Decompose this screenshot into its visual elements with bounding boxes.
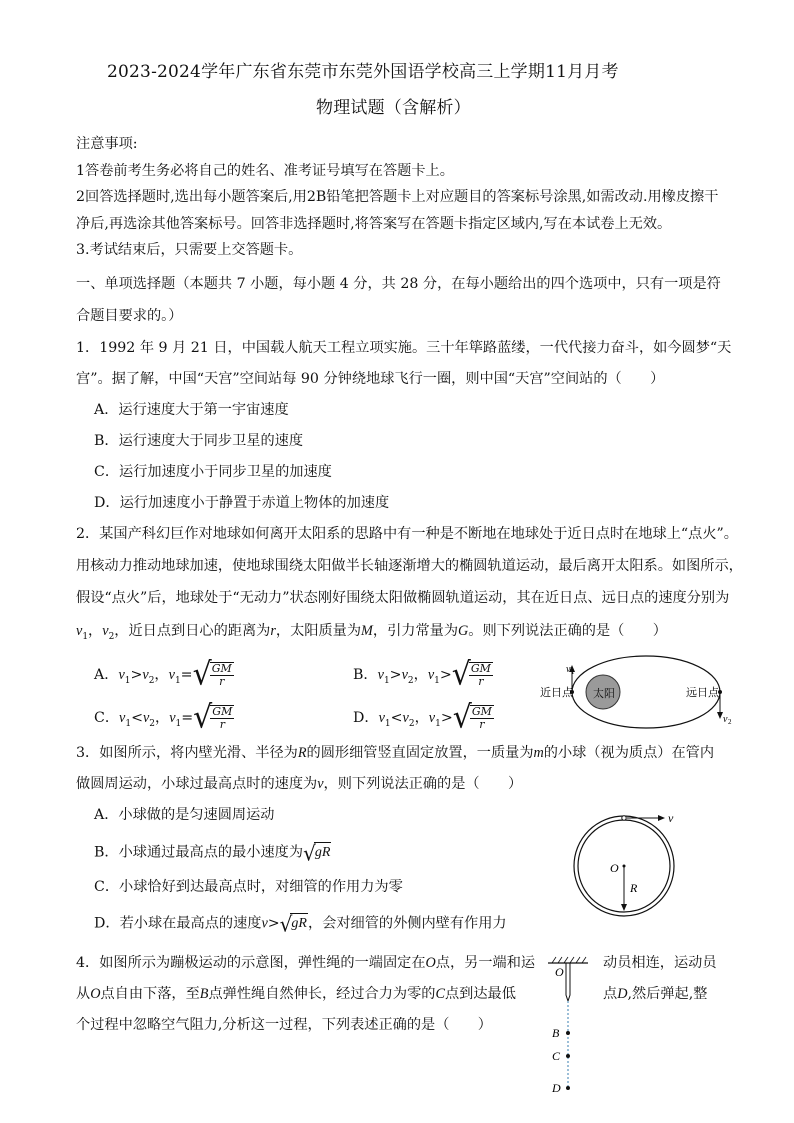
section-1-heading: 一、单项选择题（本题共 7 小题，每小题 4 分，共 28 分，在每小题给出的四个选项中，只有一项是符 <box>76 276 721 292</box>
q1-stem-line-1: 1．1992 年 9 月 21 日，中国载人航天工程立项实施。三十年筚路蓝缕，一代代接力奋斗，如今圆梦“天 <box>76 340 732 356</box>
velocity-arrowhead <box>658 815 665 821</box>
aphelion-label: 远日点 <box>686 687 719 699</box>
q4-stem-line-2-right: 点D,然后弹起,整 <box>603 986 708 1002</box>
v2-label: v <box>723 714 728 725</box>
q3-option-b: B．小球通过最高点的最小速度为√gR <box>94 839 331 866</box>
section-1-heading-cont: 合题目要求的。） <box>76 308 183 324</box>
q3-option-a: A．小球做的是匀速圆周运动 <box>94 807 275 823</box>
q2-option-c: C．$v_1<v_2$，$v_1=√$ $\frac{GM}{r}$ <box>94 699 233 736</box>
point-b <box>566 1031 570 1035</box>
q2-stem-line-1: 2．某国产科幻巨作对地球如何离开太阳系的思路中有一种是不断地在地球处于近日点时在地球上“点火”。 <box>76 526 738 542</box>
notes-item-3: 3.考试结束后，只需要上交答题卡。 <box>76 242 303 258</box>
q2-stem-line-4: $v_1$，$v_2$，近日点到日心的距离为r，太阳质量为M，引力常量为G。则下列说法正确的是（ ） <box>76 623 667 642</box>
velocity-label: v <box>668 811 674 825</box>
q4-stem-line-1-right: 动员相连，运动员 <box>603 955 717 971</box>
perihelion-label: 近日点 <box>540 687 573 699</box>
v1-sub: 1 <box>571 668 575 676</box>
point-b-label: B <box>552 1026 560 1040</box>
q2-option-d: D．$v_1<v_2$，$v_1>√$ $\frac{GM}{r}$ <box>353 699 492 736</box>
notes-item-2a: 2回答选择题时,选出每小题答案后,用2B铅笔把答题卡上对应题目的答案标号涂黑,如需改动.用橡皮擦干 <box>76 189 719 205</box>
notes-heading: 注意事项: <box>76 136 138 152</box>
notes-item-1: 1答卷前考生务必将自己的姓名、准考证号填写在答题卡上。 <box>76 163 454 179</box>
v1-label: v <box>566 664 571 675</box>
q1-option-d: D．运行加速度小于静置于赤道上物体的加速度 <box>94 495 390 511</box>
q4-stem-line-1: 4．如图所示为蹦极运动的示意图，弹性绳的一端固定在O点，另一端和运 <box>76 955 536 971</box>
q3-stem-line-2: 做圆周运动，小球过最高点时的速度为v，则下列说法正确的是（ ） <box>76 776 523 792</box>
q2-option-b: B．$v_1>v_2$，$v_1>√$ $\frac{GM}{r}$ <box>353 656 491 693</box>
sun-label: 太阳 <box>593 688 615 700</box>
q3-tube-figure <box>568 808 686 920</box>
title-line-1: 2023-2024学年广东省东莞市东莞外国语学校高三上学期11月月考 <box>107 62 619 82</box>
notes-item-2b: 净后,再选涂其他答案标号。回答非选择题时,将答案写在答题卡指定区域内,写在本试卷上无效。 <box>76 216 672 232</box>
center-label: O <box>610 861 619 875</box>
ball <box>622 816 626 820</box>
q2-stem-line-2: 用核动力推动地球加速，使地球围绕太阳做半长轴逐渐增大的椭圆轨道运动，最后离开太阳系。如图所示， <box>76 558 743 574</box>
radius-arrowhead <box>621 904 627 911</box>
q3-option-d: D．若小球在最高点的速度v>√gR，会对细管的外侧内壁有作用力 <box>94 910 507 937</box>
q1-option-a: A．运行速度大于第一宇宙速度 <box>94 402 289 418</box>
q4-bungee-figure <box>544 955 594 1095</box>
point-d <box>566 1086 570 1090</box>
radius-label: R <box>630 881 638 895</box>
v2-sub: 2 <box>728 718 732 726</box>
q2-option-a: A．$v_1>v_2$，$v_1=√$ $\frac{GM}{r}$ <box>94 656 232 693</box>
q2-stem-line-3: 假设“点火”后，地球处于“无动力”状态刚好围绕太阳做椭圆轨道运动，其在近日点、远日点的速度分别为 <box>76 590 730 606</box>
q4-stem-line-2: 从O点自由下落，至B点弹性绳自然伸长，经过合力为零的C点到达最低 <box>76 986 516 1002</box>
point-c-label: C <box>552 1049 561 1063</box>
q1-option-b: B．运行速度大于同步卫星的速度 <box>94 433 304 449</box>
q1-option-c: C．运行加速度小于同步卫星的加速度 <box>94 464 332 480</box>
bungee-cord <box>566 963 570 1001</box>
q1-stem-line-2: 宫”。据了解，中国“天宫”空间站每 90 分钟绕地球飞行一圈，则中国“天宫”空间站的（ ） <box>76 371 665 387</box>
point-c <box>566 1054 570 1058</box>
point-o-label: O <box>555 965 564 979</box>
point-d-label: D <box>552 1081 561 1095</box>
q3-option-c: C．小球恰好到达最高点时，对细管的作用力为零 <box>94 879 403 895</box>
title-line-2: 物理试题（含解析） <box>316 98 471 118</box>
q4-stem-line-3: 个过程中忽略空气阻力,分析这一过程，下列表述正确的是（ ） <box>76 1017 492 1033</box>
q2-orbit-figure <box>536 652 732 732</box>
q3-stem-line-1: 3．如图所示，将内壁光滑、半径为R的圆形细管竖直固定放置，一质量为m的小球（视为质点）在管内 <box>76 745 715 761</box>
